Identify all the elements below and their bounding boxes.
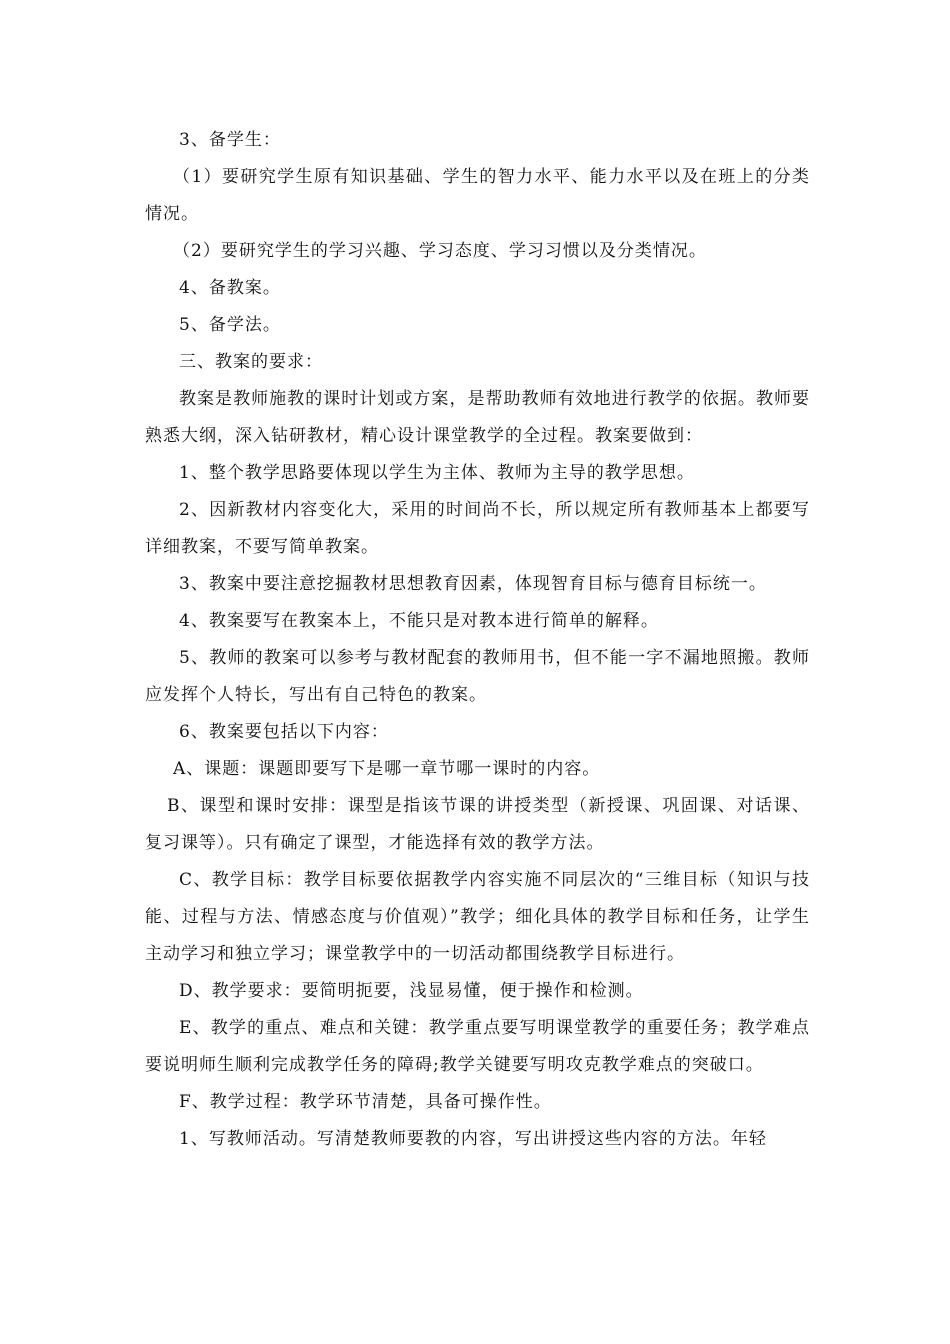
- paragraph-prepare-students: 3、备学生：: [179, 130, 281, 150]
- paragraph-teacher-activity: 1、写教师活动。写清楚教师要教的内容，写出讲授这些内容的方法。年轻: [179, 1129, 767, 1149]
- paragraph-item-e: E、教学的重点、难点和关键：教学重点要写明课堂教学的重要任务；教学难点要说明师生顺利完成教学任务的障碍;教学关键要写明攻克教学难点的突破口。: [145, 1018, 810, 1075]
- paragraph-item-b: B、课型和课时安排：课型是指该节课的讲授类型（新授课、巩固课、对话课、复习课等）。只有确定了课型，才能选择有效的教学方法。: [145, 796, 810, 853]
- paragraph-study-interest: （2）要研究学生的学习兴趣、学习态度、学习习惯以及分类情况。: [173, 241, 707, 261]
- section-heading-plan-requirements: 三、教案的要求：: [179, 352, 323, 372]
- paragraph-prepare-plan: 4、备教案。: [179, 278, 281, 298]
- paragraph-item-a: A、课题：课题即要写下是哪一章节哪一课时的内容。: [173, 759, 601, 779]
- paragraph-requirement-2: 2、因新教材内容变化大，采用的时间尚不长，所以规定所有教师基本上都要写详细教案，不要写简单教案。: [145, 500, 810, 557]
- paragraph-item-f: F、教学过程：教学环节清楚，具备可操作性。: [179, 1092, 552, 1112]
- paragraph-requirement-3: 3、教案中要注意挖掘教材思想教育因素，体现智育目标与德育目标统一。: [179, 574, 767, 594]
- paragraph-item-c: C、教学目标：教学目标要依据教学内容实施不同层次的“三维目标（知识与技能、过程与方法、情感态度与价值观）”教学；细化具体的教学目标和任务，让学生主动学习和独立学习；课堂教学中的一切活动都围绕教学目标进行。: [145, 870, 810, 964]
- paragraph-requirement-4: 4、教案要写在教案本上，不能只是对教本进行简单的解释。: [179, 611, 659, 631]
- document-body: [145, 122, 810, 1158]
- paragraph-requirement-1: 1、整个教学思路要体现以学生为主体、教师为主导的教学思想。: [179, 463, 695, 483]
- paragraph-requirement-5: 5、教师的教案可以参考与教材配套的教师用书，但不能一字不漏地照搬。教师应发挥个人特长，写出有自己特色的教案。: [145, 648, 810, 705]
- paragraph-plan-definition: 教案是教师施教的课时计划或方案，是帮助教师有效地进行教学的依据。教师要熟悉大纲，深入钻研教材，精心设计课堂教学的全过程。教案要做到：: [145, 389, 810, 446]
- paragraph-item-d: D、教学要求：要简明扼要，浅显易懂，便于操作和检测。: [179, 981, 644, 1001]
- paragraph-prepare-method: 5、备学法。: [179, 315, 281, 335]
- paragraph-requirement-6: 6、教案要包括以下内容：: [179, 722, 389, 742]
- paragraph-study-knowledge: （1）要研究学生原有知识基础、学生的智力水平、能力水平以及在班上的分类情况。: [145, 167, 810, 224]
